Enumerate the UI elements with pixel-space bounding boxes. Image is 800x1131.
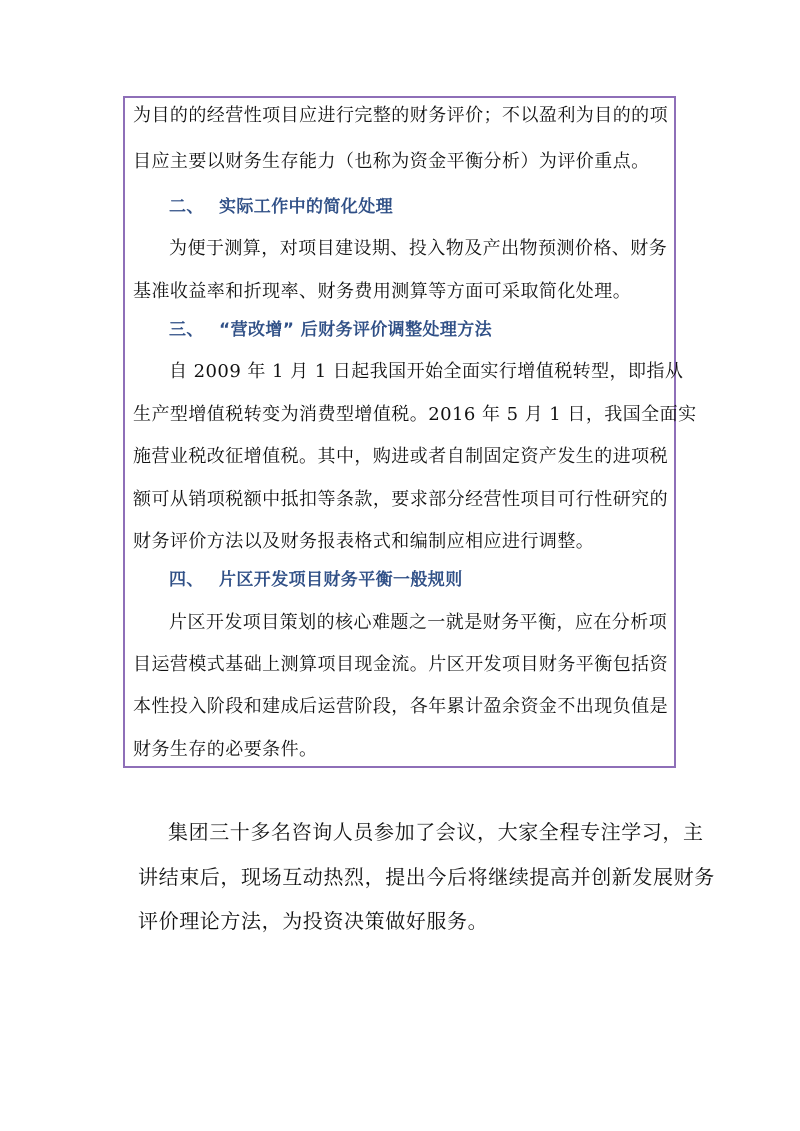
closing-line-3: 评价理论方法，为投资决策做好服务。 [138,909,489,933]
section4-line-3: 本性投入阶段和建成后运营阶段，各年累计盈余资金不出现负值是 [133,696,669,717]
section3-line-3: 施营业税改征增值税。其中，购进或者自制固定资产发生的进项税 [133,446,669,467]
section-number-2: 二、 [169,197,204,217]
section-title-3: “营改增” 后财务评价调整处理方法 [219,320,493,340]
section2-line-1: 为便于测算，对项目建设期、投入物及产出物预测价格、财务 [169,238,668,259]
section4-line-1: 片区开发项目策划的核心难题之一就是财务平衡，应在分析项 [169,612,668,633]
section-number-3: 三、 [169,320,204,340]
section-title-2: 实际工作中的简化处理 [219,197,393,217]
closing-line-2: 讲结束后，现场互动热烈，提出今后将继续提高并创新发展财务 [138,865,715,889]
section4-line-4: 财务生存的必要条件。 [133,739,318,760]
section-number-4: 四、 [169,570,204,590]
section3-line-2: 生产型增值税转变为消费型增值税。2016 年 5 月 1 日，我国全面实 [133,404,697,425]
section-heading-3 [169,319,492,341]
section3-line-1: 自 2009 年 1 月 1 日起我国开始全面实行增值税转型，即指从 [169,361,684,382]
intro-line-2: 目应主要以财务生存能力（也称为资金平衡分析）为评价重点。 [133,151,650,172]
section2-line-2: 基准收益率和折现率、财务费用测算等方面可采取简化处理。 [133,281,632,302]
section3-line-5: 财务评价方法以及财务报表格式和编制应相应进行调整。 [133,531,595,552]
section-title-4: 片区开发项目财务平衡一般规则 [219,570,463,590]
section4-line-2: 目运营模式基础上测算项目现金流。片区开发项目财务平衡包括资 [133,654,669,675]
intro-line-1: 为目的的经营性项目应进行完整的财务评价；不以盈利为目的的项 [133,105,669,126]
section-heading-2 [169,196,393,218]
closing-line-1: 集团三十多名咨询人员参加了会议，大家全程专注学习，主 [168,820,704,844]
section-heading-4 [169,569,463,591]
section3-line-4: 额可从销项税额中抵扣等条款，要求部分经营性项目可行性研究的 [133,489,669,510]
